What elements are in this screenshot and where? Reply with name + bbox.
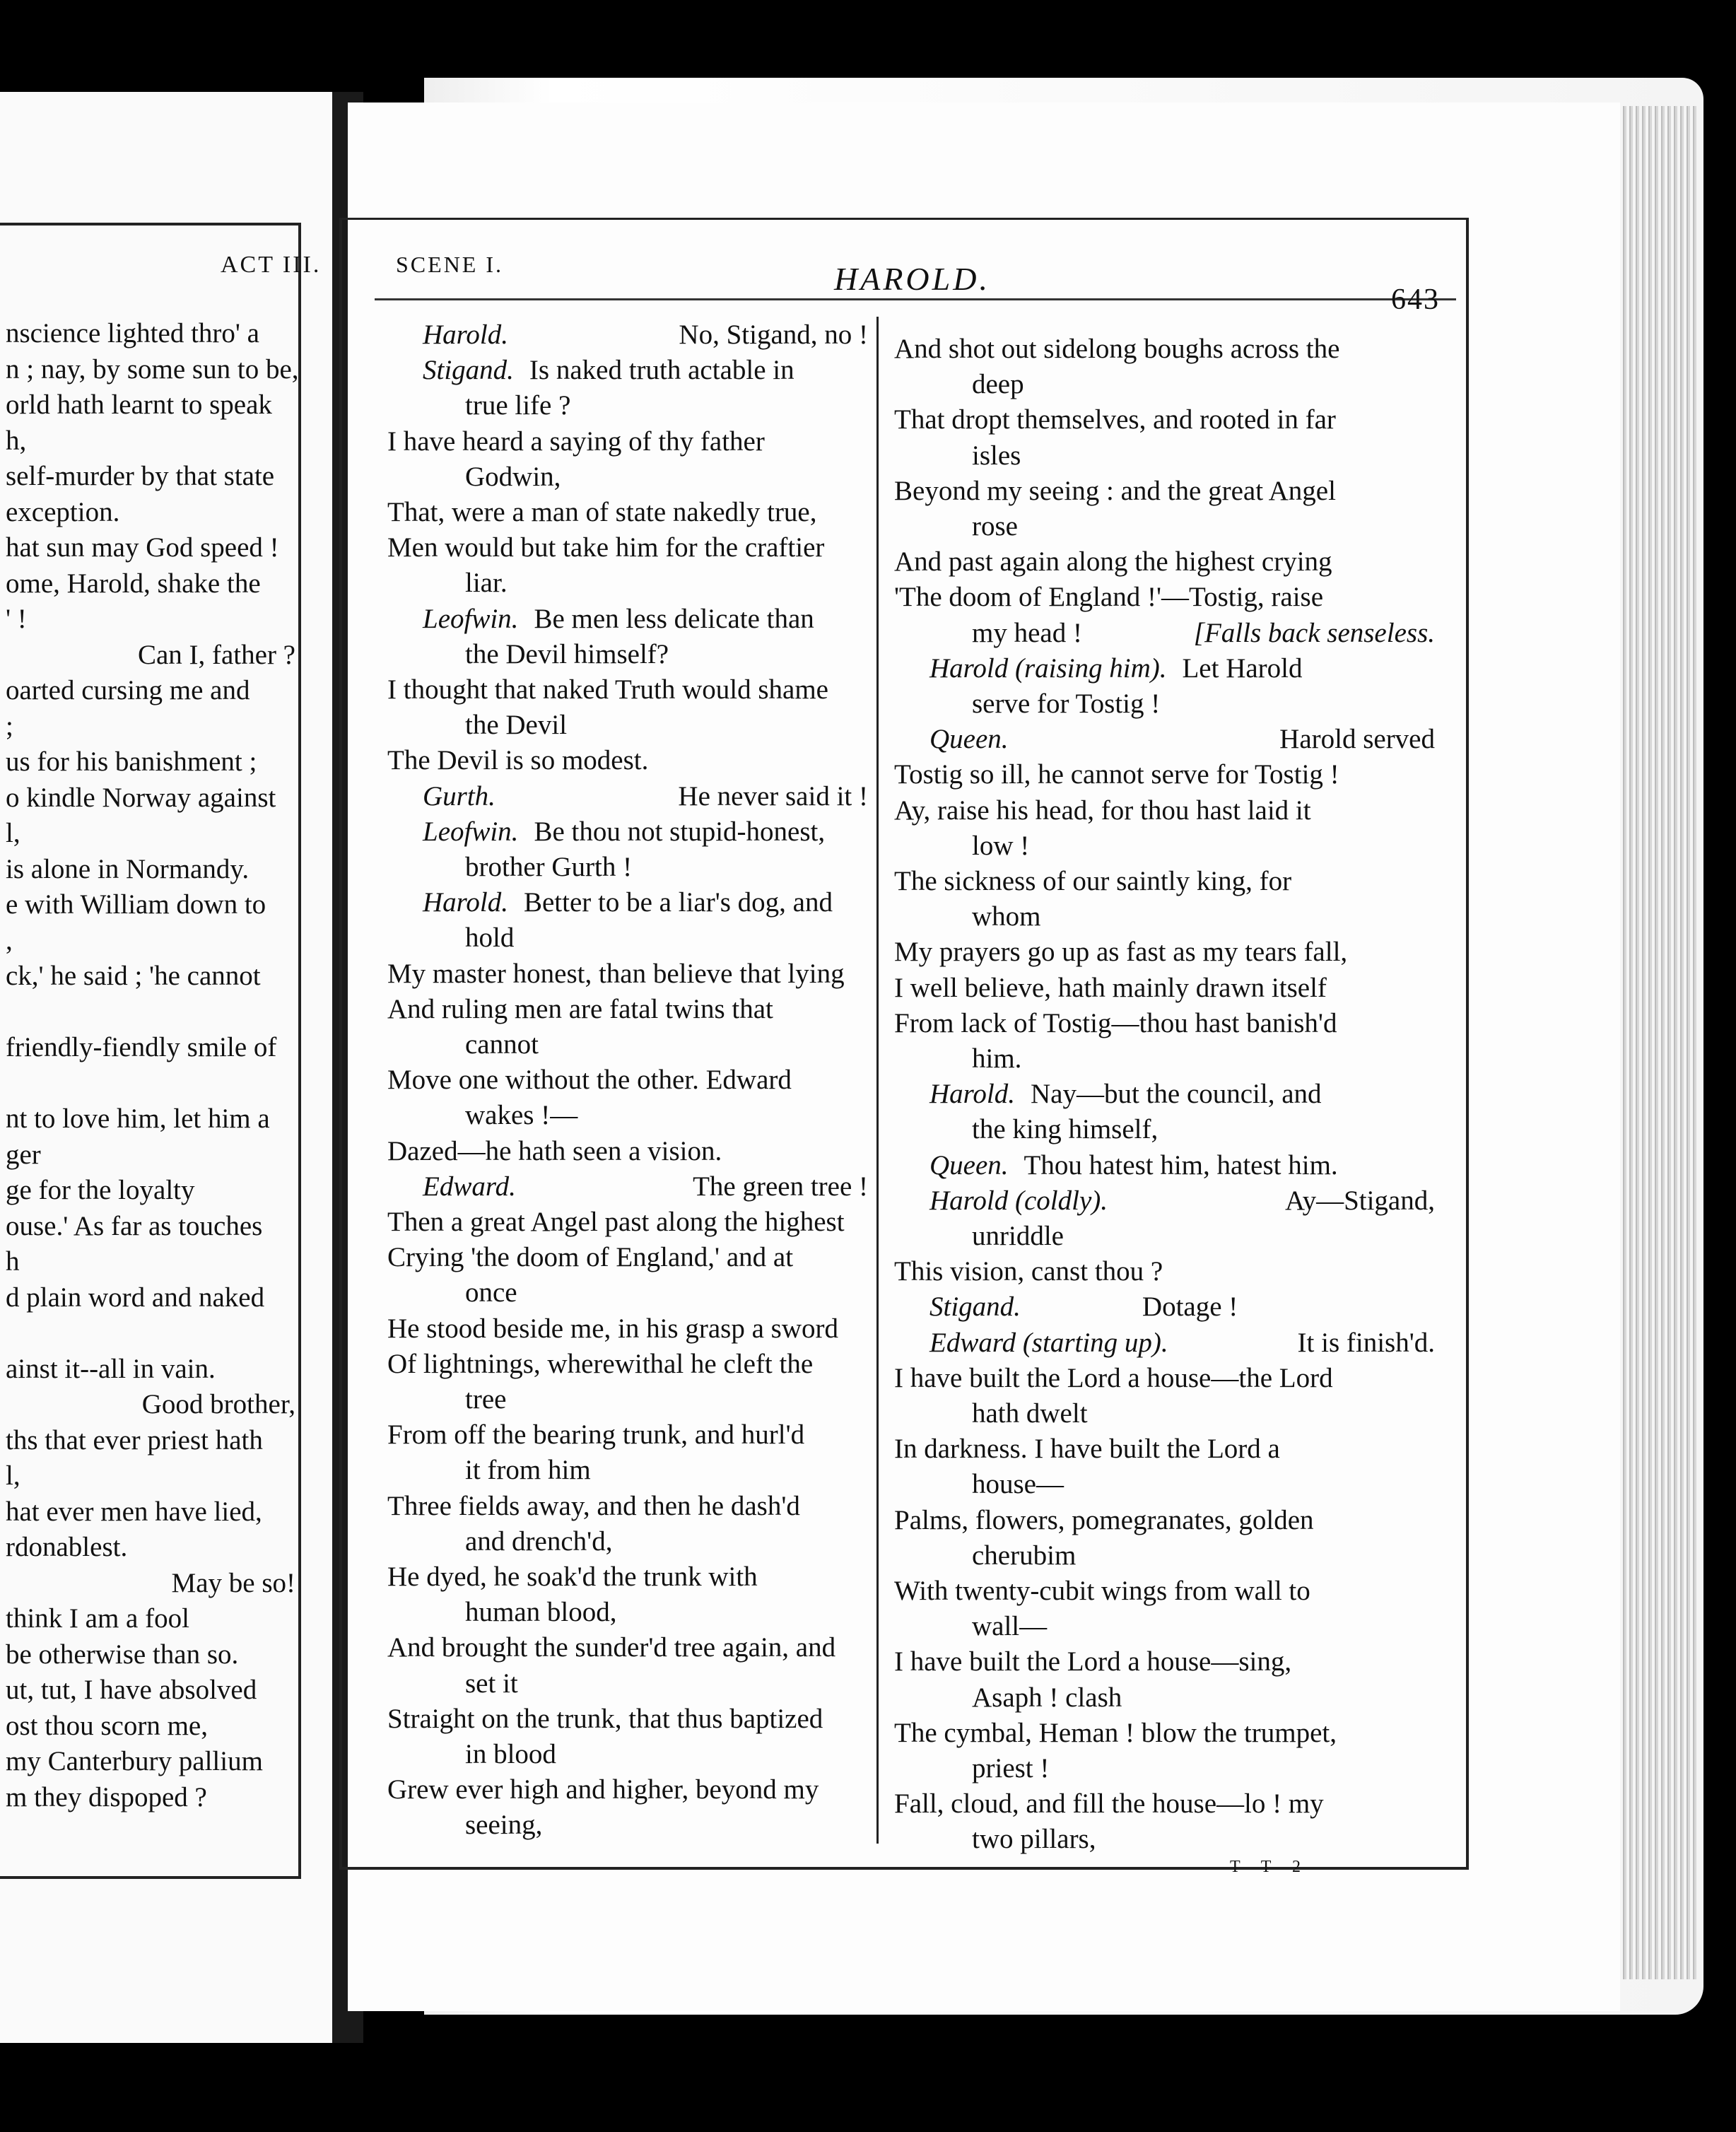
verse-line [387,425,868,459]
speaker-name: Harold. [423,320,508,350]
line-text: true life ? [465,390,571,421]
line-text: He dyed, he soak'd the trunk with [387,1562,758,1592]
text-line: oarted cursing me and [6,675,250,705]
line-text: Let Harold [1182,652,1303,684]
line-text: And ruling men are fatal twins that [387,993,773,1024]
line-text: I have built the Lord a house—the Lord [894,1362,1333,1393]
verse-line [465,566,868,600]
line-text: Beyond my seeing : and the great Angel [894,475,1336,506]
text-line: be otherwise than so. [6,1639,239,1670]
speech-line [929,1184,1435,1218]
line-text: With twenty-cubit wings from wall to [894,1576,1310,1606]
line-text: It is finish'd. [1297,1327,1435,1358]
line-text: seeing, [465,1810,543,1841]
verse-line [894,332,1435,366]
line-text: And brought the sunder'd tree again, and [387,1632,836,1663]
header-rule [375,298,1456,300]
speaker-name: Stigand. [929,1292,1021,1323]
speech-line [929,1290,1435,1324]
running-title: HAROLD. [834,261,990,297]
verse-line [972,616,1435,650]
verse-line [894,403,1435,437]
speaker-name: Gurth. [423,780,495,812]
signature-mark: T T 2 [1230,1858,1310,1876]
line-text: The cymbal, Heman ! blow the trumpet, [894,1717,1337,1748]
line-text: The sickness of our saintly king, for [894,866,1292,896]
verse-line [465,1667,868,1701]
text-line: h, [6,425,27,456]
line-text: I thought that naked Truth would shame [387,674,828,705]
speech-line [423,602,868,636]
verse-line [972,1042,1435,1076]
text-line: ainst it--all in vain. [6,1353,216,1384]
line-text: human blood, [465,1597,617,1628]
line-text: I have built the Lord a house—sing, [894,1646,1292,1677]
verse-line [387,1205,868,1239]
text-line: d plain word and naked [6,1282,265,1313]
verse-line [972,510,1435,544]
line-text: in blood [465,1739,556,1769]
speech-line [423,1170,868,1204]
text-line: , [6,925,13,956]
line-text: The Devil is so modest. [387,745,649,776]
line-text: Asaph ! clash [972,1682,1122,1713]
speaker-name: Leofwin. [423,603,519,634]
speaker-name: Leofwin. [423,816,519,847]
verse-line [972,1610,1435,1644]
line-text: hath dwelt [972,1398,1088,1429]
verse-line [465,1028,868,1062]
verse-line [387,531,868,565]
speech-line [423,318,868,352]
verse-line [387,1241,868,1275]
verse-line [387,744,868,778]
line-text: Is naked truth actable in [529,355,794,386]
speech-line [929,1077,1435,1111]
speech-line [929,1149,1435,1183]
line-text: wall— [972,1611,1048,1642]
text-line: o kindle Norway against [6,782,276,813]
line-text: Ay—Stigand, [1284,1185,1435,1216]
text-line: ost thou scorn me, [6,1710,208,1741]
line-text: Be thou not stupid-honest, [534,816,826,847]
text-line: n ; nay, by some sun to be, [6,353,299,385]
verse-line [894,971,1435,1005]
verse-line [465,1808,868,1842]
text-line: orld hath learnt to speak [6,390,272,420]
line-text: This vision, canst thou ? [894,1256,1163,1287]
line-text: Be men less delicate than [534,603,814,634]
line-text: Then a great Angel past along the highest [387,1207,845,1237]
line-text: In darkness. I have built the Lord a [894,1434,1280,1465]
line-text: brother Gurth ! [465,852,633,882]
text-line: self-murder by that state [6,461,275,491]
text-line: my Canterbury pallium [6,1746,263,1776]
line-text: once [465,1277,517,1308]
verse-line [387,1631,868,1665]
line-text: set it [465,1668,518,1699]
verse-line [465,460,868,494]
verse-line [465,638,868,672]
line-text: Grew ever high and higher, beyond my [387,1774,819,1805]
line-text: whom [972,901,1041,932]
verse-line [894,1504,1435,1538]
verse-line [894,758,1435,792]
text-line: ck,' he said ; 'he cannot [6,961,261,991]
verse-line [465,389,868,423]
verse-line [465,1525,868,1559]
line-text: priest ! [972,1753,1050,1784]
line-text: deep [972,369,1024,400]
speaker-name: Queen. [929,724,1009,755]
line-text: From off the bearing trunk, and hurl'd [387,1419,805,1451]
verse-line [972,1752,1435,1786]
line-text: Dazed—he hath seen a vision. [387,1135,722,1166]
verse-line [894,580,1435,614]
line-text: From lack of Tostig—thou hast banish'd [894,1007,1337,1038]
line-text: two pillars, [972,1824,1096,1855]
line-text: it from him [465,1455,591,1486]
line-text: cannot [465,1029,539,1060]
line-text: Ay, raise his head, for thou hast laid it [894,795,1311,826]
line-text: the Devil [465,710,568,741]
verse-line [894,1432,1435,1466]
verse-line [465,850,868,884]
speech-line [929,1326,1435,1360]
speaker-name: Stigand. [423,355,514,386]
verse-line [972,439,1435,473]
line-text: Fall, cloud, and fill the house—lo ! my [894,1788,1324,1820]
text-line: exception. [6,496,120,527]
text-line: l, [6,1460,20,1491]
text-line: nscience lighted thro' a [6,318,259,348]
line-text: house— [972,1469,1064,1500]
line-text: Dotage ! [1142,1292,1238,1323]
verse-line [387,1063,868,1097]
verse-line [894,1645,1435,1679]
line-text: I well believe, hath mainly drawn itself [894,972,1327,1003]
line-text: Move one without the other. Edward [387,1065,792,1096]
verse-line [465,1453,868,1487]
speaker-name: Queen. [929,1149,1009,1181]
verse-line [894,545,1435,579]
line-text: My master honest, than believe that lying [387,958,845,989]
text-line: h [6,1246,20,1277]
line-text: And past again along the highest crying [894,546,1332,578]
text-line: ths that ever priest hath [6,1424,263,1456]
text-line: ger [6,1139,41,1170]
verse-line [972,1219,1435,1253]
verse-line [387,1560,868,1594]
line-text: low ! [972,830,1030,861]
verse-line [972,1113,1435,1147]
line-text: He stood beside me, in his grasp a sword [387,1313,838,1344]
verse-line [894,1716,1435,1750]
line-text: That dropt themselves, and rooted in far [894,404,1336,435]
line-text: Crying 'the doom of England,' and at [387,1242,794,1273]
verse-line [894,1787,1435,1821]
line-text: Palms, flowers, pomegranates, golden [894,1504,1314,1535]
verse-line [894,474,1435,508]
page-number: 643 [1391,283,1440,316]
line-text: I have heard a saying of thy father [387,426,765,457]
verse-line [972,1468,1435,1501]
speech-line [423,780,868,814]
line-text: No, Stigand, no ! [679,320,868,350]
text-line: ' ! [6,604,27,634]
text-line: m they dispoped ? [6,1781,207,1812]
speech-line [423,353,868,387]
verse-line [387,1702,868,1736]
verse-line [894,1255,1435,1289]
line-text: liar. [465,568,508,599]
verse-line [387,1489,868,1523]
verse-line [387,957,868,991]
line-text: Of lightnings, wherewithal he cleft the [387,1348,814,1379]
text-line: ut, tut, I have absolved [6,1675,257,1705]
speaker-name: Harold (raising him). [929,652,1167,684]
verse-line [894,935,1435,969]
verse-line [387,992,868,1026]
line-text: rose [972,511,1018,541]
line-text: Better to be a liar's dog, and [523,887,833,918]
speech-line [423,886,868,920]
text-line: us for his banishment ; [6,746,257,777]
verse-line [465,708,868,742]
speaker-name: Harold (coldly). [929,1185,1108,1216]
speaker-name: Edward. [423,1171,516,1202]
verse-line [972,368,1435,402]
text-line: think I am a fool [6,1603,189,1634]
verse-line [387,1347,868,1381]
line-text: 'The doom of England !'—Tostig, raise [894,582,1324,613]
line-text: wakes !— [465,1100,578,1131]
line-text: Godwin, [465,461,561,492]
verse-line [387,496,868,529]
text-line: Good brother, [141,1389,295,1419]
verse-line [894,1007,1435,1041]
text-line: is alone in Normandy. [6,853,250,884]
line-text: serve for Tostig ! [972,689,1161,719]
line-text: Thou hatest him, hatest him. [1024,1149,1338,1181]
line-text: the king himself, [972,1114,1159,1145]
text-line: hat ever men have lied, [6,1496,262,1527]
verse-line [387,673,868,707]
verse-line [387,1135,868,1168]
scene-label: SCENE I. [396,252,503,277]
line-text: Men would but take him for the craftier [387,532,825,563]
text-line: friendly-fiendly smile of [6,1032,277,1062]
speaker-name: Edward (starting up). [929,1327,1168,1358]
line-text: And shot out sidelong boughs across the [894,334,1340,364]
line-text: Nay—but the council, and [1030,1079,1322,1110]
line-text: hold [465,922,515,954]
line-text: isles [972,440,1021,471]
verse-line [972,687,1435,721]
text-line: hat sun may God speed ! [6,532,279,563]
line-text: He never said it ! [678,780,868,812]
verse-line [894,1361,1435,1395]
verse-line [894,865,1435,898]
line-text: Straight on the trunk, that thus baptized [387,1703,823,1734]
line-text: The green tree ! [693,1171,868,1202]
verse-line [972,1822,1435,1856]
column-rule [876,317,879,1844]
line-text: cherubim [972,1540,1077,1571]
line-text: unriddle [972,1221,1064,1251]
verse-line [465,1276,868,1310]
speech-line [929,722,1435,756]
verse-line [387,1418,868,1452]
speech-line [929,652,1435,686]
verse-line [387,1312,868,1346]
verse-line [465,921,868,955]
verse-line [972,1681,1435,1715]
line-text: the Devil himself? [465,638,669,669]
text-line: ome, Harold, shake the [6,568,261,599]
text-line: nt to love him, let him a [6,1103,270,1134]
line-text: That, were a man of state nakedly true, [387,497,817,527]
line-text: him. [972,1043,1022,1074]
verse-line [972,829,1435,863]
verse-line [387,1773,868,1807]
verse-line [972,1539,1435,1573]
left-running-head: ACT III. [221,252,322,278]
line-text: tree [465,1384,507,1414]
verse-line [465,1595,868,1629]
line-text: Harold served [1279,724,1435,755]
text-line: May be so! [171,1567,295,1598]
speaker-name: Harold. [929,1079,1015,1110]
verse-line [972,900,1435,934]
line-text: and drench'd, [465,1525,613,1557]
text-line: Can I, father ? [137,639,295,670]
verse-line [465,1738,868,1771]
verse-line [465,1383,868,1417]
line-text: my head ! [972,617,1082,648]
speaker-name: Harold. [423,887,508,918]
speech-line [423,815,868,849]
verse-line [972,1397,1435,1431]
verse-line [465,1099,868,1132]
text-line: ouse.' As far as touches [6,1210,263,1241]
text-line: ; [6,710,13,742]
text-line: ge for the loyalty [6,1175,195,1205]
verse-line [894,1574,1435,1608]
verse-line [894,794,1435,828]
text-line: e with William down to [6,889,266,920]
stage-direction: [Falls back senseless. [1193,617,1435,648]
line-text: Tostig so ill, he cannot serve for Tostig ! [894,759,1339,790]
text-line: rdonablest. [6,1532,128,1562]
text-line: l, [6,818,20,848]
line-text: Three fields away, and then he dash'd [387,1490,800,1521]
line-text: My prayers go up as fast as my tears fall, [894,937,1348,968]
